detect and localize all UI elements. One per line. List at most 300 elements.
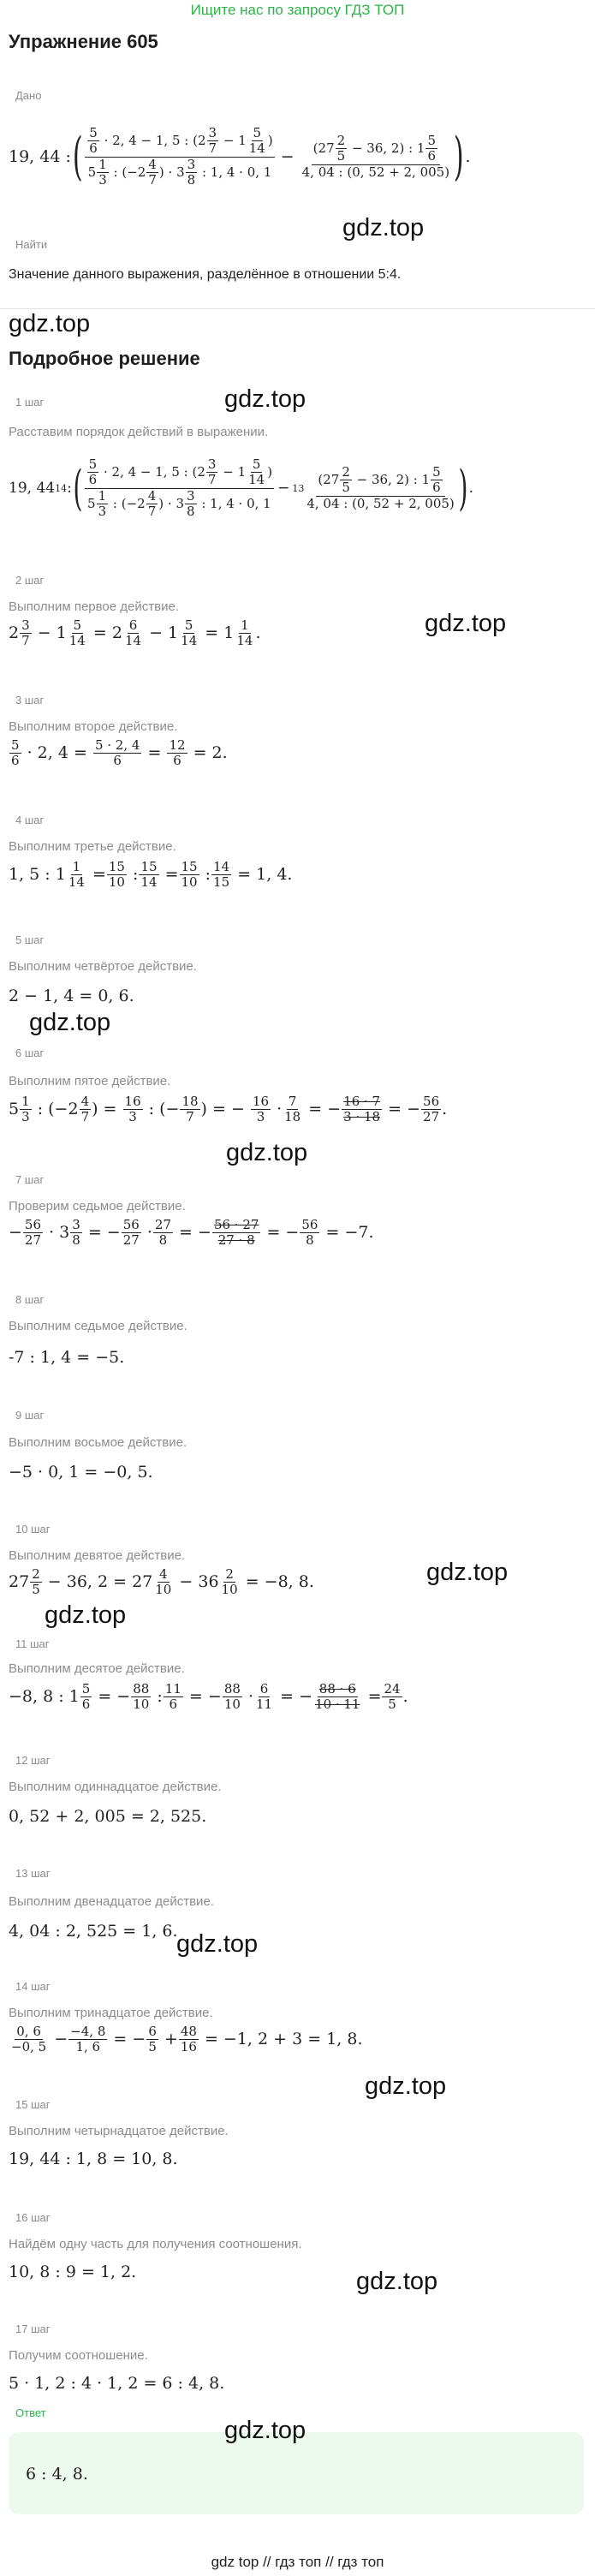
- step-label: 10 шаг: [15, 1523, 51, 1535]
- paren-close: ): [458, 460, 468, 516]
- text: .: [442, 1099, 448, 1118]
- step-description: Выполним тринадцатое действие.: [9, 2006, 213, 2020]
- text: 27: [323, 471, 340, 487]
- main-fraction-denominator: 5 $\frac{1}{3}$ : (−2 $\frac{4}{7}$ ) · 3 $\frac{3}{8}$ : 1, 4 · 0, 1: [87, 156, 272, 188]
- text: = 1, 4.: [237, 864, 293, 884]
- den: 6: [113, 753, 122, 769]
- step-label: 14 шаг: [15, 1980, 51, 1993]
- text: ·: [277, 1099, 283, 1118]
- frac: [180, 860, 199, 891]
- step-3-math: [9, 738, 228, 769]
- frac: [85, 457, 274, 519]
- step-label: 17 шаг: [15, 2323, 51, 2335]
- step-description: Выполним девятое действие.: [9, 1548, 186, 1563]
- frac: [235, 618, 254, 649]
- text: : 1, 4 · 0, 1: [201, 495, 271, 511]
- step-8-math: -7 : 1, 4 = −5.: [9, 1348, 125, 1367]
- main-fraction: [85, 126, 274, 188]
- text: 27: [318, 140, 335, 156]
- den: 14: [68, 633, 86, 649]
- step-description: Выполним десятое действие.: [9, 1661, 185, 1676]
- right-fraction-denominator: 4, 04 : (0, 52 + 2, 005): [301, 164, 450, 180]
- frac: [247, 126, 267, 157]
- num: 56: [301, 1217, 318, 1232]
- step-label: 1 шаг: [15, 396, 45, 408]
- den: 14: [181, 633, 198, 649]
- den: 3: [98, 171, 107, 188]
- frac: [123, 618, 143, 649]
- num: 3: [21, 617, 30, 633]
- frac: [20, 1094, 32, 1125]
- num: 5: [252, 456, 261, 472]
- step-label: 6 шаг: [15, 1046, 45, 1059]
- text: −: [280, 147, 295, 166]
- den: 18: [284, 1109, 301, 1125]
- text: − 36, 2 = 27: [47, 1571, 153, 1591]
- den: 7: [21, 633, 30, 649]
- expr-lead: 19, 44 :: [9, 147, 71, 166]
- step-12-math: 0, 52 + 2, 005 = 2, 525.: [9, 1807, 207, 1826]
- given-expression: [9, 110, 471, 204]
- frac: [122, 1218, 141, 1249]
- num: 24: [384, 1681, 401, 1696]
- num: 56 · 27: [213, 1217, 259, 1232]
- text: :: [205, 864, 211, 884]
- num: 16: [124, 1094, 141, 1109]
- num: 1: [98, 487, 107, 504]
- frac: [68, 618, 87, 649]
- text: · 2, 4 =: [27, 742, 87, 762]
- frac: [305, 465, 455, 511]
- frac: [20, 618, 32, 649]
- num: 3: [208, 125, 217, 140]
- step-label: 2 шаг: [15, 574, 45, 587]
- exercise-title: Упражнение 605: [9, 31, 158, 52]
- num: 88: [223, 1681, 241, 1696]
- frac: [382, 1682, 402, 1713]
- text: 2: [9, 623, 20, 642]
- right-fraction-numerator: (27 $\frac{2}{5}$ − 36, 2) : 1 $\frac{5}{6}$: [312, 134, 440, 165]
- num: 1: [21, 1094, 30, 1109]
- frac: [421, 1094, 441, 1125]
- step-15-math: 19, 44 : 1, 8 = 10, 8.: [9, 2150, 178, 2168]
- step-7-math: [9, 1218, 374, 1249]
- den: 15: [213, 874, 230, 891]
- text: .: [465, 147, 471, 166]
- den: 5: [336, 148, 346, 164]
- divider: [0, 308, 595, 309]
- den: 5 $\frac{1}{3}$ : (−2 $\frac{4}{7}$ ) · 3 $\frac{3}{8}$ : 1, 4 · 0, 1: [87, 487, 271, 519]
- num: 3: [187, 156, 196, 172]
- frac: [179, 618, 199, 649]
- frac: [179, 2024, 199, 2055]
- frac: [146, 158, 158, 188]
- frac: [87, 457, 99, 488]
- num: 56: [24, 1217, 42, 1232]
- step-5-math: 2 − 1, 4 = 0, 6.: [9, 987, 134, 1005]
- paren-open: (: [73, 460, 83, 516]
- num: 5: [81, 1681, 91, 1696]
- num: 18: [181, 1094, 199, 1109]
- text: 5: [87, 164, 97, 180]
- text: 1, 5 : 1: [9, 864, 66, 884]
- text: = −: [87, 1222, 121, 1242]
- den: 5: [32, 1582, 40, 1598]
- step-description: Выполним пятое действие.: [9, 1074, 171, 1088]
- step-description: Выполним восьмое действие.: [9, 1435, 187, 1450]
- watermark: gdz.top: [226, 1139, 308, 1166]
- text: =: [147, 742, 162, 762]
- den: 6: [89, 140, 98, 157]
- frac: [206, 457, 218, 488]
- frac: [431, 465, 443, 496]
- step-label: 11 шаг: [15, 1637, 50, 1650]
- num: 2: [342, 464, 350, 480]
- num: 5 · 2, 4: [94, 737, 140, 753]
- answer-label: Ответ: [15, 2406, 46, 2419]
- frac: [313, 1682, 361, 1713]
- num: 15: [140, 859, 158, 874]
- watermark: gdz.top: [356, 2268, 438, 2295]
- step-label: 4 шаг: [15, 814, 45, 826]
- text: :: [113, 164, 118, 180]
- text: = −7.: [325, 1222, 374, 1242]
- text: = −: [266, 1222, 300, 1242]
- den: 10: [223, 1696, 241, 1713]
- step-label: 12 шаг: [15, 1754, 51, 1767]
- num: 1: [98, 156, 107, 172]
- num: −4, 8: [70, 2024, 106, 2039]
- text: 5: [9, 1099, 20, 1118]
- num: 3: [207, 456, 217, 472]
- text: 1: [237, 463, 247, 480]
- text: = −1, 2 + 3 = 1, 8.: [204, 2029, 363, 2048]
- num: 5: [427, 133, 437, 149]
- den: 16: [180, 2039, 197, 2055]
- num: 15: [108, 859, 125, 874]
- text: = 1: [205, 623, 235, 642]
- step-label: 3 шаг: [15, 694, 45, 707]
- watermark: gdz.top: [365, 2072, 447, 2100]
- den: 8: [187, 171, 196, 188]
- num: 2: [32, 1566, 40, 1582]
- text: .: [255, 623, 261, 642]
- text: : (−2: [37, 1099, 79, 1118]
- den: 3: [21, 1109, 30, 1125]
- num: 5: [184, 617, 193, 633]
- den: 14: [236, 633, 253, 649]
- den: 14: [248, 140, 265, 157]
- den: 7: [80, 1109, 90, 1125]
- text: 27: [9, 1571, 30, 1591]
- frac: [223, 1682, 242, 1713]
- step-description: Выполним четвёртое действие.: [9, 959, 197, 974]
- order-mark: 14: [55, 482, 68, 494]
- frac: [123, 1094, 143, 1125]
- text: = −: [113, 2029, 146, 2048]
- step-label: 5 шаг: [15, 933, 45, 946]
- num: 2: [225, 1566, 234, 1582]
- text: : 1: [408, 140, 425, 156]
- step-label: 9 шаг: [15, 1409, 45, 1422]
- text: = 2.: [193, 742, 228, 762]
- frac: [342, 1094, 382, 1125]
- num: $\frac{5}{6}$ · 2, 4 − 1, 5 : (2 $\frac{3}{7}$ − 1 $\frac{5}{14}$ ): [85, 457, 274, 489]
- step-2-math: [9, 618, 261, 649]
- text: .: [402, 1686, 408, 1706]
- den: 6: [173, 753, 181, 769]
- text: ) =: [92, 1099, 117, 1118]
- watermark: gdz.top: [29, 1009, 111, 1036]
- den: 6: [432, 480, 441, 496]
- num: (27 $\frac{2}{5}$ − 36, 2) : 1 $\frac{5}{6}$: [316, 465, 444, 497]
- num: 5: [11, 737, 20, 753]
- num: 2: [336, 133, 346, 149]
- text: :: [67, 480, 72, 497]
- text: − 1: [149, 623, 179, 642]
- text: − 1: [37, 623, 67, 642]
- step-description: Выполним второе действие.: [9, 719, 178, 734]
- frac: [425, 134, 437, 164]
- text: = −: [188, 1686, 222, 1706]
- num: 15: [181, 859, 198, 874]
- frac: [80, 1094, 92, 1125]
- den: 6: [11, 753, 20, 769]
- num: 4: [159, 1566, 168, 1582]
- den: 27: [122, 1232, 140, 1249]
- num: 1: [72, 859, 81, 874]
- den: 3: [256, 1109, 265, 1125]
- step-description: Найдём одну часть для получения соотношения.: [9, 2237, 302, 2251]
- den: 6: [81, 1696, 91, 1713]
- den: 14: [248, 472, 265, 488]
- den: 6: [88, 472, 98, 488]
- num: 16 · 7: [343, 1094, 381, 1109]
- text: 2: [197, 463, 205, 480]
- given-label: Дано: [15, 89, 42, 102]
- text: · 3: [168, 164, 185, 180]
- text: −2: [126, 495, 146, 511]
- text: −: [54, 2029, 68, 2048]
- text: −8, 8 : 1: [9, 1686, 80, 1706]
- frac: [153, 1218, 173, 1249]
- num: 11: [164, 1681, 181, 1696]
- right-fraction: [300, 134, 451, 180]
- frac: [97, 158, 109, 188]
- frac: [164, 1682, 183, 1713]
- step-11-math: [9, 1682, 408, 1713]
- den: 10: [181, 874, 198, 891]
- text: · 3: [49, 1222, 70, 1242]
- frac: [283, 1094, 302, 1125]
- step-1-expression: [9, 445, 473, 531]
- frac: [80, 1682, 92, 1713]
- step-description: Выполним одиннадцатое действие.: [9, 1780, 222, 1794]
- den: 4, 04 : (0, 52 + 2, 005): [306, 495, 455, 511]
- den: 5: [148, 2039, 157, 2055]
- num: 4: [147, 487, 157, 504]
- num: 56: [122, 1217, 140, 1232]
- step-description: Выполним седьмое действие.: [9, 1319, 187, 1333]
- num: 56: [423, 1094, 440, 1109]
- num: 88: [133, 1681, 150, 1696]
- den: 3 · 18: [343, 1109, 381, 1125]
- den: 10 · 11: [315, 1696, 360, 1713]
- paren-close: ): [453, 127, 464, 187]
- order-mark: 13: [292, 482, 305, 494]
- text: 2: [197, 132, 206, 148]
- frac: [23, 1218, 43, 1249]
- num: 4: [148, 156, 157, 172]
- text: = −: [280, 1686, 313, 1706]
- den: 8: [158, 1232, 168, 1249]
- watermark: gdz.top: [176, 1930, 259, 1958]
- den: 3: [128, 1109, 137, 1125]
- num: 3: [72, 1217, 80, 1232]
- num: 12: [169, 737, 186, 753]
- frac: [68, 2024, 107, 2055]
- den: 14: [68, 874, 85, 891]
- frac: [70, 1218, 82, 1249]
- frac: [180, 1094, 199, 1125]
- step-label: 8 шаг: [15, 1293, 45, 1306]
- num: 1: [241, 617, 249, 633]
- watermark: gdz.top: [426, 1559, 509, 1586]
- den: 7: [208, 140, 217, 157]
- den: 5: [342, 480, 350, 496]
- watermark: gdz.top: [425, 610, 507, 637]
- frac: [340, 465, 352, 496]
- text: · 3: [167, 495, 184, 511]
- den: −0, 5: [11, 2039, 47, 2055]
- text: 5: [87, 495, 96, 511]
- text: ) = −: [200, 1099, 245, 1118]
- step-description: Получим соотношение.: [9, 2348, 148, 2363]
- solution-title: Подробное решение: [9, 348, 200, 369]
- text: .: [468, 480, 474, 497]
- num: 88 · 6: [318, 1681, 356, 1696]
- step-17-math: 5 · 1, 2 : 4 · 1, 2 = 6 : 4, 8.: [9, 2374, 225, 2393]
- text: =: [367, 1686, 382, 1706]
- find-text: Значение данного выражения, разделённое в отношении 5:4.: [9, 267, 402, 282]
- text: − 36, 2: [356, 471, 405, 487]
- text: = −: [308, 1099, 342, 1118]
- num: 7: [288, 1094, 297, 1109]
- text: : 1: [413, 471, 431, 487]
- text: − 36, 2: [351, 140, 400, 156]
- top-note: Ищите нас по запросу ГДЗ ТОП: [190, 2, 405, 18]
- step-label: 15 шаг: [15, 2098, 51, 2111]
- find-label: Найти: [15, 238, 48, 251]
- paren-open: (: [72, 127, 83, 187]
- num: 14: [213, 859, 230, 874]
- num: 5: [88, 456, 98, 472]
- num: 5: [432, 464, 441, 480]
- main-fraction-numerator: $\frac{5}{6}$ · 2, 4 − 1, 5 : (2 $\frac{3}{7}$ − 1 $\frac{5}{14}$ ): [85, 126, 274, 158]
- den: 8: [187, 503, 195, 519]
- den: 10: [108, 874, 125, 891]
- den: 7: [186, 1109, 194, 1125]
- den: 27 · 8: [217, 1232, 255, 1249]
- frac: [9, 738, 21, 769]
- watermark: gdz.top: [342, 214, 425, 242]
- watermark: gdz.top: [224, 385, 306, 413]
- frac: [146, 2024, 158, 2055]
- step-description: Проверим седьмое действие.: [9, 1199, 186, 1213]
- step-label: 7 шаг: [15, 1173, 45, 1186]
- frac: [220, 1567, 240, 1598]
- den: 6: [427, 148, 437, 164]
- step-description: Выполним третье действие.: [9, 839, 176, 854]
- step-10-math: [9, 1567, 314, 1598]
- num: 0, 6: [16, 2024, 41, 2039]
- text: =: [164, 864, 179, 884]
- den: 27: [423, 1109, 440, 1125]
- den: 7: [148, 171, 157, 188]
- frac: [254, 1682, 274, 1713]
- watermark: gdz.top: [45, 1601, 127, 1629]
- den: 10: [133, 1696, 150, 1713]
- text: −: [9, 1222, 22, 1242]
- text: −: [223, 463, 234, 480]
- frac: [251, 1094, 271, 1125]
- den: 8: [306, 1232, 314, 1249]
- num: 6: [128, 617, 138, 633]
- watermark: gdz.top: [9, 310, 91, 337]
- num: 27: [154, 1217, 171, 1232]
- text: = −: [98, 1686, 131, 1706]
- num: 4: [80, 1094, 90, 1109]
- frac: [211, 860, 231, 891]
- frac: [247, 457, 266, 488]
- step-16-math: 10, 8 : 9 = 1, 2.: [9, 2263, 137, 2281]
- den: 3: [98, 503, 107, 519]
- text: − 36: [179, 1571, 219, 1591]
- text: = −: [388, 1099, 421, 1118]
- den: 5: [388, 1696, 396, 1713]
- text: =: [92, 864, 106, 884]
- den: 8: [72, 1232, 80, 1249]
- frac: [139, 860, 158, 891]
- frac: [153, 1567, 173, 1598]
- frac: [300, 1218, 319, 1249]
- text: −: [277, 480, 290, 497]
- step-description: Расставим порядок действий в выражении.: [9, 425, 269, 439]
- text: :: [133, 864, 139, 884]
- bottom-links[interactable]: gdz top // гдз топ // гдз топ: [211, 2554, 384, 2570]
- text: 1: [238, 132, 247, 148]
- text: −2: [127, 164, 146, 180]
- step-label: 16 шаг: [15, 2211, 51, 2224]
- text: 19, 44: [9, 480, 56, 497]
- frac: [97, 489, 109, 520]
- num: 5: [89, 125, 98, 140]
- step-description: Выполним двенадцатое действие.: [9, 1894, 214, 1909]
- step-14-math: [9, 2024, 363, 2055]
- den: 14: [124, 633, 142, 649]
- text: ·: [146, 1222, 152, 1242]
- frac: [186, 158, 198, 188]
- frac: [146, 489, 158, 520]
- frac: [336, 134, 348, 164]
- frac: [30, 1567, 42, 1598]
- text: = 2: [92, 623, 122, 642]
- num: 48: [180, 2024, 197, 2039]
- den: 7: [147, 503, 157, 519]
- step-description: Выполним четырнадцатое действие.: [9, 2124, 229, 2138]
- den: 7: [207, 472, 217, 488]
- frac: [167, 738, 187, 769]
